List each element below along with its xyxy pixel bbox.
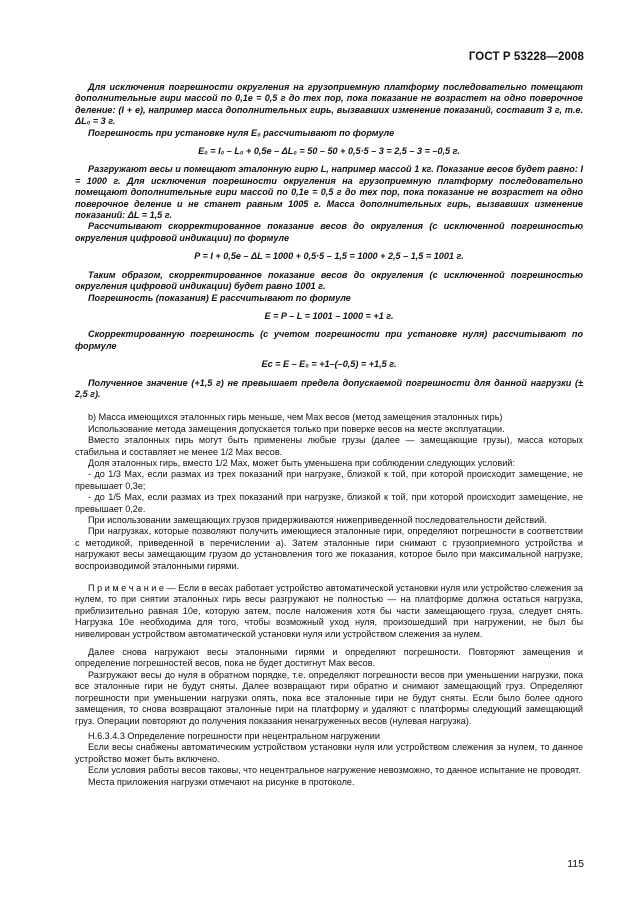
document-body — [75, 82, 583, 788]
paragraph-corrected-result: Таким образом, скорректированное показание весов до округления (с исключенной погрешностью округления цифровой индикации) будет равно 1001 г. — [75, 269, 583, 292]
paragraph-sequence: При использовании замещающих грузов придерживаются нижеприведенной последовательности действий. — [88, 515, 547, 525]
formula-zero-error: E₀ = I₀ – L₀ + 0,5е – ΔL₀ = 50 – 50 + 0,5·5 – 3 = 2,5 – 3 = –0,5 г. — [198, 146, 460, 157]
paragraph-corrected-error-intro: Скорректированную погрешность (с учетом погрешности при установке нуля) рассчитывают по формуле — [75, 329, 583, 351]
paragraph-reference-share: Доля эталонных гирь, вместо 1/2 Max, может быть уменьшена при соблюдении следующих условий: — [88, 457, 515, 468]
paragraph-zero-error-intro: Погрешность при установке нуля E₀ рассчитывают по формуле — [88, 127, 395, 138]
note-text: — Если в весах работает устройство автоматической установки нуля или устройство слежения за нулем, то при снятии эталонных гирь весы разгружают не полностью — на платформе должна остаться нагрузка, приблизительно равная 10е, которую затем, после наложения хотя бы части замещающего груза, следует снять. Нагрузка 10е необходима для того, чтобы возможный уход нуля, произошедший при нагружении, не был бы нивелирован устройством автоматической установки нуля или устройством слежения за нулем. — [75, 583, 583, 639]
paragraph-substitution-loads: Вместо эталонных гирь могут быть применены любые грузы (далее — замещающие грузы), масса которых стабильна и составляет не менее 1/2 Max весов. — [75, 435, 583, 457]
paragraph-unloading: Разгружают весы до нуля в обратном порядке, т.е. определяют погрешности весов при уменьшении нагрузки, пока все эталонные гири не будут сняты. Далее возвращают гири обратно и снимают замещающий груз. Определяют погрешности при уменьшении нагрузки опять, пока все эталонные гири не будут сняты. Если было более одного замещения, то снова возвращают эталонные гири на платформу и удаляют с платформы следующий замещающий груз. Операции повторяют до получения показания ненагруженных весов (нулевая нагрузка). — [75, 669, 583, 726]
paragraph-loading-procedure: При нагрузках, которые позволяют получить имеющиеся эталонные гири, определяют погрешности в соответствии с методикой, приведенной в перечислении а). Затем эталонные гири снимают с грузоприемного устройства и нагружают весы замещающим грузом до установления того же показания, которое было при максимальной нагрузке, воспроизводимой эталонными гирями. — [75, 526, 583, 571]
paragraph-substitution-method: b) Масса имеющихся эталонных гирь меньше, чем Max весов (метод замещения эталонных гирь) — [88, 412, 503, 423]
paragraph-corrected-reading-intro: Рассчитывают скорректированное показание весов до округления (с исключенной погрешностью округления цифровой индикации) по формуле — [75, 221, 583, 243]
formula-corrected-reading: P = I + 0,5е – ΔL = 1000 + 0,5·5 – 1,5 = 1000 + 2,5 – 1,5 = 1001 г. — [194, 251, 464, 262]
paragraph-substitution-usage: Использование метода замещения допускается только при поверке весов на месте эксплуатации. — [88, 423, 505, 434]
paragraph-repeat-substitution: Далее снова нагружают весы эталонными гирями и определяют погрешности. Повторяют замещения и определение погрешностей весов, пока не будет достигнут Max весов. — [75, 647, 583, 669]
paragraph-eccentric-impossible: Если условия работы весов таковы, что нецентральное нагружение невозможно, то данное испытание не проводят. — [88, 765, 581, 776]
formula-error: E = P – L = 1001 – 1000 = +1 г. — [264, 310, 394, 321]
standard-header: ГОСТ Р 53228—2008 — [468, 51, 584, 63]
paragraph-error-intro: Погрешность (показания) E рассчитывают по формуле — [88, 292, 351, 303]
list-item-one-third: - до 1/3 Max, если размах из трех показаний при нагрузке, близкой к той, при которой происходит замещение, не превышает 0,3е; — [75, 469, 583, 491]
paragraph-result-check: Полученное значение (+1,5 г) не превышает предела допускаемой погрешности для данной нагрузки (± 2,5 г). — [75, 377, 583, 399]
section-heading-eccentric: Н.6.3.4.3 Определение погрешности при нецентральном нагружении — [88, 730, 380, 741]
page-number: 115 — [567, 858, 584, 870]
paragraph-rounding-zero: Для исключения погрешности округления на грузоприемную платформу последовательно помещают дополнительные гири массой по 0,1е = 0,5 г до тех пор, пока показание не возрастет на одно поверочное деление: (I + е), например масса дополнительных гирь, вызвавших изменение показаний, составит 3 г, т.е. ΔL₀ = 3 г. — [75, 82, 583, 127]
note-block — [75, 583, 583, 640]
list-item-one-fifth: - до 1/5 Max, если размах из трех показаний при нагрузке, близкой к той, при которой происходит замещение, не превышает 0,2е. — [75, 492, 583, 514]
formula-corrected-error: Ec = E – E₀ = +1–(–0,5) = +1,5 г. — [261, 359, 397, 370]
paragraph-load-positions: Места приложения нагрузки отмечают на рисунке в протоколе. — [88, 776, 355, 787]
note-label: П р и м е ч а н и е — [88, 583, 164, 594]
paragraph-unload-reference: Разгружают весы и помещают эталонную гирю L, например массой 1 кг. Показание весов будет равно: I = 1000 г. Для исключения погрешности округления на грузоприемную платформу последовательно помещают дополнительные гири массой по 0,1е = 0,5 г до тех пор, пока показание не возрастет на одно поверочное деление и не станет равным 1005 г. Масса дополнительных гирь, вызвавших изменение показаний: ΔL = 1,5 г. — [75, 164, 583, 221]
paragraph-zero-tracking: Если весы снабжены автоматическим устройством установки нуля или устройством слежения за нулем, то данное устройство может быть включено. — [75, 742, 583, 764]
